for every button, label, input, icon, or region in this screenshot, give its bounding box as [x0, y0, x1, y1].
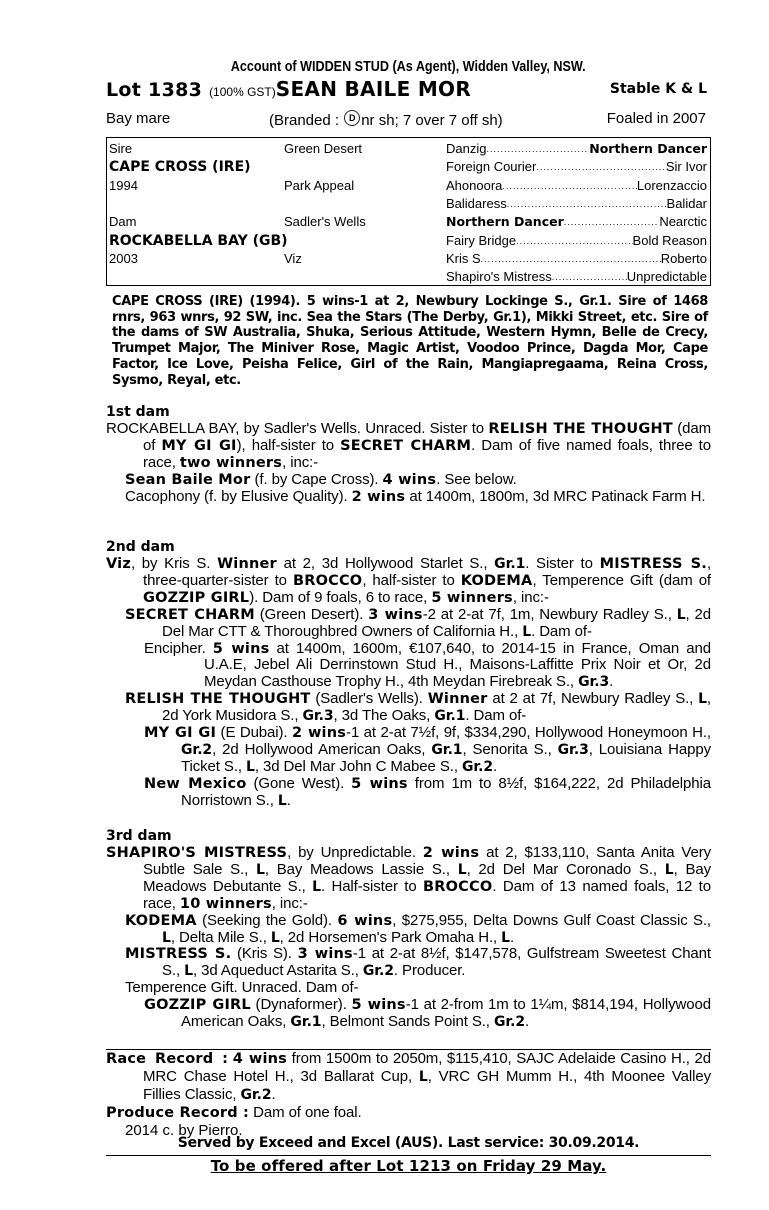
progeny-entry: Encipher. 5 wins at 1400m, 1600m, €107,640, to 2014-15 in France, Oman and U.A.E, Jebel Ali Derrinstown Stud H., Maisons-Laffitte Prix Noir et Or, 2d Meydan Casthouse Trophy H., 4th Meydan Firebreak S., Gr.3.	[144, 639, 711, 691]
first-dam-section	[106, 403, 711, 506]
progeny-entry: KODEMA (Seeking the Gold). 6 wins, $275,955, Delta Downs Gulf Coast Classic S., L, Delta Mile S., L, 2d Horsemen's Park Omaha H., L.	[125, 911, 711, 946]
progeny-entry: GOZZIP GIRL (Dynaformer). 5 wins-1 at 2-from 1m to 1¼m, $814,194, Hollywood American Oaks, Gr.1, Belmont Sands Point S., Gr.2.	[144, 996, 711, 1031]
progeny-entry: RELISH THE THOUGHT (Sadler's Wells). Winner at 2 at 7f, Newbury Radley S., L, 2d York Musidora S., Gr.3, 3d The Oaks, Gr.1. Dam of-	[125, 690, 711, 725]
section-heading: 1st dam	[106, 404, 170, 420]
dam-name: ROCKABELLA BAY (GB)	[109, 233, 288, 249]
race-record: Race Record : 4 wins from 1500m to 2050m, $115,410, SAJC Adelaide Casino H., 2d MRC Chase Hotel H., 3d Ballarat Cup, L, VRC GH Mumm H., 4th Moonee Valley Fillies Classic, Gr.2.	[106, 1050, 712, 1103]
service-note: Served by Exceed and Excel (AUS). Last service: 30.09.2014.	[177, 1135, 640, 1151]
section-heading: 2nd dam	[106, 539, 175, 555]
progeny-entry: Sean Baile Mor (f. by Cape Cross). 4 wins. See below.	[125, 470, 517, 488]
horse-name: SEAN BAILE MOR	[275, 77, 472, 101]
stable-location: Stable K & L	[609, 81, 707, 97]
gen3-entry: Balidaress ..... Balidar	[446, 195, 707, 213]
third-dam-section	[106, 827, 711, 1031]
gen3-entry: Northern Dancer ..... Nearctic	[446, 213, 707, 231]
dam-dam: Viz	[284, 251, 302, 266]
progeny-entry: New Mexico (Gone West). 5 wins from 1m to 8½f, $164,222, 2d Philadelphia Norristown S., L.	[144, 774, 711, 809]
gen3-entry: Foreign Courier ..... Sir Ivor	[446, 158, 707, 176]
gen3-entry: Ahonoora ..... Lorenzaccio	[446, 177, 707, 195]
dam-paragraph: ROCKABELLA BAY, by Sadler's Wells. Unraced. Sister to RELISH THE THOUGHT (dam of MY GI GI), half-sister to SECRET CHARM. Dam of five named foals, three to race, two winners, inc:-	[106, 420, 712, 471]
progeny-entry: MY GI GI (E Dubai). 2 wins-1 at 2-at 7½f, 9f, $334,290, Hollywood Honeymoon H., Gr.2, 2d Hollywood American Oaks, Gr.1, Senorita S., Gr.3, Louisiana Happy Ticket S., L, 3d Del Mar John C Mabee S., Gr.2.	[144, 724, 711, 775]
gen3-entry: Kris S ..... Roberto	[446, 250, 707, 268]
pedigree-row	[107, 158, 710, 176]
sire-label: Sire	[109, 141, 133, 156]
pedigree-row	[107, 177, 710, 195]
horse-sex-colour: Bay mare	[106, 110, 171, 127]
pedigree-row	[107, 213, 710, 231]
progeny-entry: SECRET CHARM (Green Desert). 3 wins-2 at 2-at 7f, 1m, Newbury Radley S., L, 2d Del Mar CTT & Thoroughbred Owners of California H., L. Dam of-	[125, 605, 711, 640]
gen3-entry: Fairy Bridge ..... Bold Reason	[446, 232, 707, 250]
sire-year: 1994	[109, 178, 138, 193]
sire-name: CAPE CROSS (IRE)	[109, 159, 251, 175]
pedigree-row	[107, 268, 710, 286]
sale-order-note: To be offered after Lot 1213 on Friday 29 May.	[210, 1157, 607, 1175]
progeny-entry: MISTRESS S. (Kris S). 3 wins-1 at 2-at 8½f, $147,578, Gulfstream Sweetest Chant S., L, 3d Aqueduct Astarita S., Gr.2. Producer.	[125, 945, 711, 980]
pedigree-row	[107, 232, 710, 250]
dam-label: Dam	[109, 214, 137, 229]
dam-paragraph: SHAPIRO'S MISTRESS, by Unpredictable. 2 wins at 2, $133,110, Santa Anita Very Subtle Sale S., L, Bay Meadows Lassie S., L, 2d Del Mar Coronado S., L, Bay Meadows Debutante S., L. Half-sister to BROCCO. Dam of 13 named foals, 12 to race, 10 winners, inc:-	[106, 844, 712, 912]
gst-note: (100% GST)	[209, 85, 276, 99]
records-section	[106, 1050, 711, 1139]
dam-paragraph: Viz, by Kris S. Winner at 2, 3d Hollywood Starlet S., Gr.1. Sister to MISTRESS S., three-quarter-sister to BROCCO, half-sister to KODEMA, Temperence Gift (dam of GOZZIP GIRL). Dam of 9 foals, 6 to race, 5 winners, inc:-	[106, 555, 712, 606]
sire-summary: CAPE CROSS (IRE) (1994). 5 wins-1 at 2, Newbury Lockinge S., Gr.1. Sire of 1468 rnrs, 963 wnrs, 92 SW, inc. Sea the Stars (The Derby, Gr.1), Mikki Street, etc. Sire of the dams of SW Australia, Shuka, Serious Attitude, Western Hymn, Belle de Crecy, Trumpet Major, The Miniver Rose, Magic Artist, Voodoo Prince, Dagda Mor, Cape Factor, Ice Love, Peisha Felice, Girl of the Rain, Mangiapregaama, Reina Cross, Sysmo, Reyal, etc.	[112, 294, 708, 388]
foaled-year: Foaled in 2007	[606, 110, 706, 127]
pedigree-row	[107, 195, 710, 213]
lot-number: Lot 1383 (100% GST)SEAN BAILE MOR	[106, 77, 472, 101]
dam-sire: Sadler's Wells	[284, 214, 366, 229]
brand-d-circle-icon: D	[344, 110, 360, 126]
divider	[106, 1155, 711, 1156]
pedigree-row	[107, 250, 710, 268]
produce-foal: 2014 c. by Pierro.	[125, 1122, 243, 1139]
gen3-entry: Shapiro's Mistress ..... Unpredictable	[446, 268, 707, 286]
brand-description: (Branded : D nr sh; 7 over 7 off sh)	[269, 112, 503, 129]
second-dam-section	[106, 538, 711, 810]
progeny-entry: Cacophony (f. by Elusive Quality). 2 wins at 1400m, 1800m, 3d MRC Patinack Farm H.	[125, 487, 706, 505]
dam-year: 2003	[109, 251, 138, 266]
section-heading: 3rd dam	[106, 828, 172, 844]
progeny-entry: Temperence Gift. Unraced. Dam of-	[125, 979, 359, 997]
sire-dam: Park Appeal	[284, 178, 355, 193]
vendor-account: Account of WIDDEN STUD (As Agent), Widden Valley, NSW.	[231, 58, 586, 75]
pedigree-table	[106, 137, 711, 286]
pedigree-row	[107, 140, 710, 158]
produce-record: Produce Record : Dam of one foal.	[106, 1104, 362, 1121]
sire-sire: Green Desert	[284, 141, 363, 156]
gen3-entry: Danzig ..... Northern Dancer	[446, 140, 707, 158]
lot-heading	[106, 77, 711, 103]
